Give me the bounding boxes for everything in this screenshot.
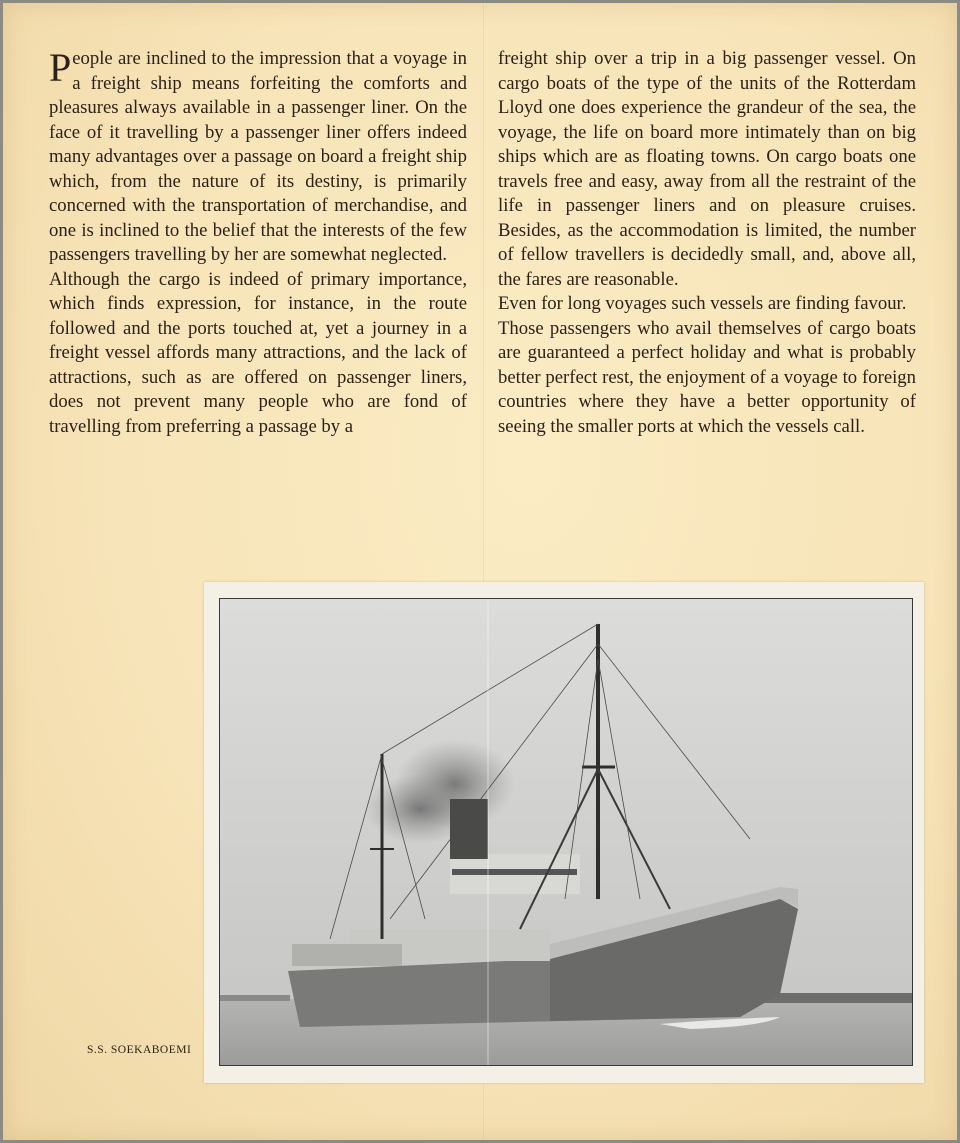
- right-text-column: [498, 47, 916, 439]
- left-paragraph-1-text: eople are inclined to the impression that a voyage in a freight ship means forfeiting the comforts and pleasures always available in a passenger liner. On the face of it travelling by a passenger liner offers indeed many advantages over a passage on board a freight ship which, from the nature of its destiny, is primarily concerned with the transportation of merchandise, and one is inclined to the belief that the interests of the few passengers travelling by her are somewhat neglected.: [49, 48, 467, 265]
- aft-house: [292, 944, 402, 966]
- left-paragraph-2: Although the cargo is indeed of primary importance, which finds expression, for instance, in the route followed and the ports touched at, yet a journey in a freight vessel affords many attractions, and the lack of attractions, such as are offered on passenger liners, does not prevent many people who are fond of travelling from preferring a passage by a: [49, 268, 467, 437]
- far-shore: [760, 993, 912, 1003]
- bridge-windows: [452, 869, 577, 875]
- photo-caption: S.S. SOEKABOEMI: [87, 1044, 192, 1056]
- right-paragraph-3: Those passengers who avail themselves of cargo boats are guaranteed a perfect holiday and what is probably better perfect rest, the enjoyment of a voyage to foreign countries where they have a better opportunity of seeing the smaller ports at which the vessels call.: [498, 317, 916, 437]
- right-paragraph-2: Even for long voyages such vessels are finding favour.: [498, 293, 907, 314]
- right-paragraph-1: freight ship over a trip in a big passenger vessel. On cargo boats of the type of the units of the Rotterdam Lloyd one does experience the grandeur of the sea, the voyage, the life on board more intimately than on big ships which are as floating towns. On cargo boats one travels free and easy, away from all the restraint of the life in passenger liners and on pleasure cruises. Besides, as the accommodation is limited, the number of fellow travellers is decidedly small, and, above all, the fares are reasonable.: [498, 48, 916, 290]
- left-text-column: [49, 47, 467, 439]
- cargo-ship-photo: [219, 598, 913, 1066]
- brochure-page: [3, 3, 957, 1140]
- photo-mount: [204, 582, 924, 1083]
- far-shore-left: [220, 995, 290, 1001]
- left-paragraph-1: [49, 47, 467, 268]
- ship-illustration: [220, 599, 912, 1065]
- drop-cap: P: [49, 45, 72, 90]
- funnel: [450, 799, 488, 859]
